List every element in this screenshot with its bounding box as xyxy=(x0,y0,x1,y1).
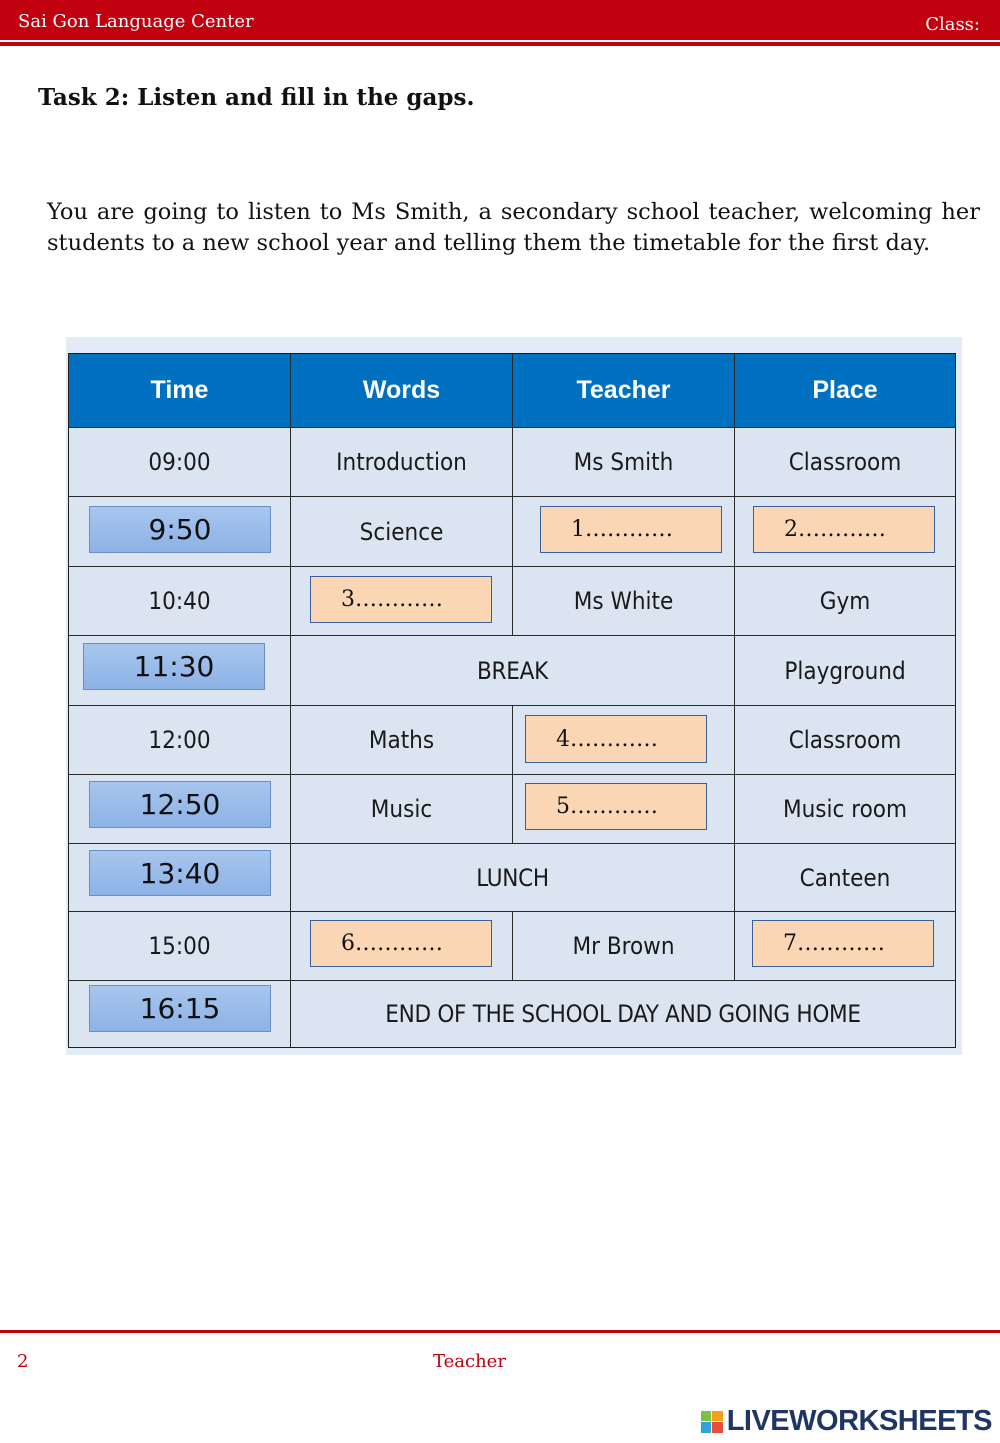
row5-place: Classroom xyxy=(735,706,955,775)
time-box-5[interactable]: 16:15 xyxy=(89,985,271,1032)
gap-input-6[interactable]: 6………… xyxy=(310,920,492,967)
header-divider xyxy=(0,42,1000,46)
row1-teacher: Ms Smith xyxy=(513,428,735,497)
row4-break: BREAK xyxy=(291,636,735,706)
footer-label: Teacher xyxy=(433,1351,506,1372)
row1-words: Introduction xyxy=(291,428,513,497)
task-title: Task 2: Listen and fill in the gaps. xyxy=(38,84,475,111)
gap-input-7[interactable]: 7………… xyxy=(752,920,934,967)
gap-input-4[interactable]: 4………… xyxy=(525,715,707,763)
task-intro: You are going to listen to Ms Smith, a secondary school teacher, welcoming her students to a new school year and telling them the timetable for the first day. xyxy=(47,199,980,256)
gap-input-1[interactable]: 1………… xyxy=(540,506,722,553)
class-label: Class: xyxy=(925,14,980,35)
row5-time: 12:00 xyxy=(69,706,291,775)
header-bar xyxy=(0,0,1000,40)
header-place: Place xyxy=(735,354,955,428)
header-words: Words xyxy=(291,354,513,428)
header-teacher: Teacher xyxy=(513,354,735,428)
footer-divider xyxy=(0,1330,1000,1333)
row3-time: 10:40 xyxy=(69,567,291,636)
header-time: Time xyxy=(69,354,291,428)
time-box-3[interactable]: 12:50 xyxy=(89,781,271,828)
page-number: 2 xyxy=(17,1351,29,1372)
brand-name: LIVEWORKSHEETS xyxy=(726,1405,992,1437)
row6-words: Music xyxy=(291,775,513,844)
time-box-1[interactable]: 9:50 xyxy=(89,506,271,553)
row5-words: Maths xyxy=(291,706,513,775)
row6-place: Music room xyxy=(735,775,955,844)
row8-time: 15:00 xyxy=(69,912,291,981)
row2-words: Science xyxy=(291,497,513,567)
gap-input-2[interactable]: 2………… xyxy=(753,506,935,553)
row1-time: 09:00 xyxy=(69,428,291,497)
row7-place: Canteen xyxy=(735,844,955,912)
row1-place: Classroom xyxy=(735,428,955,497)
row3-place: Gym xyxy=(735,567,955,636)
row4-place: Playground xyxy=(735,636,955,706)
row9-end-of-day: END OF THE SCHOOL DAY AND GOING HOME xyxy=(291,981,955,1047)
gap-input-5[interactable]: 5………… xyxy=(525,783,707,830)
time-box-2[interactable]: 11:30 xyxy=(83,643,265,690)
row7-lunch: LUNCH xyxy=(291,844,735,912)
row8-teacher: Mr Brown xyxy=(513,912,735,981)
liveworksheets-brand[interactable] xyxy=(701,1405,992,1438)
center-name: Sai Gon Language Center xyxy=(18,11,254,32)
gap-input-3[interactable]: 3………… xyxy=(310,576,492,623)
row3-teacher: Ms White xyxy=(513,567,735,636)
liveworksheets-logo-icon xyxy=(701,1411,723,1433)
time-box-4[interactable]: 13:40 xyxy=(89,850,271,896)
